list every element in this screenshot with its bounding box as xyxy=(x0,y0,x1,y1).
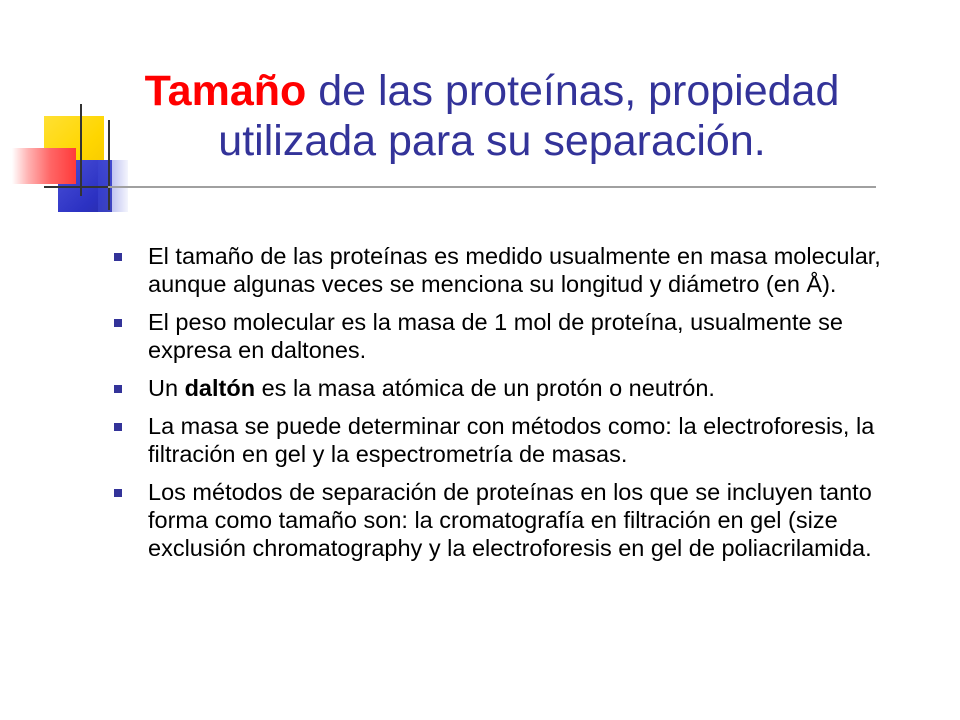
title-emphasis: Tamaño xyxy=(144,67,307,115)
bullet-item xyxy=(110,478,910,562)
bullet-marker-icon xyxy=(114,423,122,431)
bullet-text: La masa se puede determinar con métodos como: la electroforesis, la filtración en gel y la espectrometría de masas. xyxy=(148,413,875,467)
bullet-bold-term: daltón xyxy=(184,375,256,401)
bullet-item xyxy=(110,308,910,364)
bullet-text-before: Un xyxy=(148,375,185,401)
slide-title xyxy=(132,66,852,166)
bullet-item xyxy=(110,412,910,468)
bullet-marker-icon xyxy=(114,385,122,393)
bullet-list xyxy=(110,242,910,572)
bullet-item xyxy=(110,242,910,298)
bullet-text: El peso molecular es la masa de 1 mol de proteína, usualmente se expresa en daltones. xyxy=(148,309,843,363)
title-rule xyxy=(108,186,876,188)
bullet-text: Los métodos de separación de proteínas en los que se incluyen tanto forma como tamaño son: la cromatografía en filtración en gel (size exclusión chromatography y la electroforesis en gel de poliacrilamida. xyxy=(148,479,872,561)
bullet-marker-icon xyxy=(114,319,122,327)
bullet-text-after: es la masa atómica de un protón o neutrón. xyxy=(255,375,715,401)
bullet-item xyxy=(110,374,910,402)
bullet-marker-icon xyxy=(114,489,122,497)
title-rest: de las proteínas, propiedad utilizada para su separación. xyxy=(218,67,840,165)
bullet-marker-icon xyxy=(114,253,122,261)
vertical-line-decoration-2 xyxy=(108,120,110,210)
bullet-text: El tamaño de las proteínas es medido usualmente en masa molecular, aunque algunas veces se menciona su longitud y diámetro (en Å). xyxy=(148,243,881,297)
vertical-line-decoration xyxy=(80,104,82,196)
red-bar-decoration xyxy=(12,148,76,184)
